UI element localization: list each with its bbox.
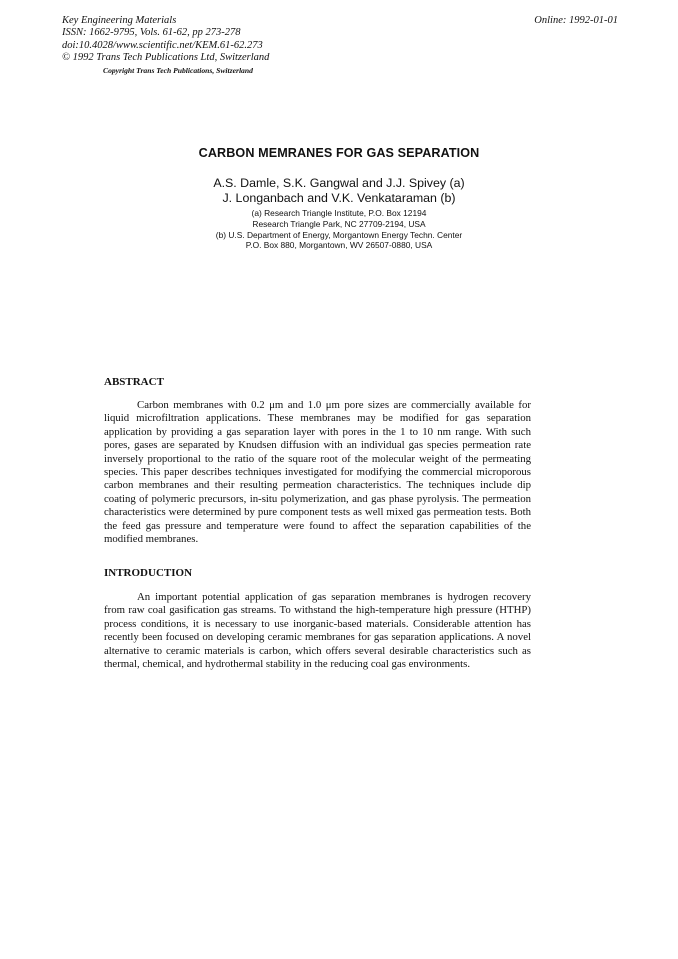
author-block: [0, 176, 678, 206]
paper-title: CARBON MEMRANES FOR GAS SEPARATION: [198, 146, 480, 160]
affiliation-line: Research Triangle Park, NC 27709-2194, USA: [252, 218, 426, 229]
introduction-text: An important potential application of gas separation membranes is hydrogen recovery from raw coal gasification gas streams. To withstand the high-temperature high pressure (HTHP) process conditions, it is necessary to use inorganic-based materials. Considerable attention has recently been focused on developing ceramic membranes for gas separation applications. A novel alternative to ceramic materials is carbon, which offers several desirable characteristics such as thermal, chemical, and hydrothermal stability in the reducing coal gas environments.: [104, 591, 531, 671]
introduction-heading: INTRODUCTION: [104, 567, 193, 579]
issn-line: ISSN: 1662-9795, Vols. 61-62, pp 273-278: [62, 27, 241, 39]
abstract-heading: ABSTRACT: [104, 376, 164, 388]
affiliation-line: (a) Research Triangle Institute, P.O. Box 12194: [251, 208, 427, 218]
author-line: J. Longanbach and V.K. Venkataraman (b): [222, 191, 456, 205]
affiliation-line: P.O. Box 880, Morgantown, WV 26507-0880, USA: [245, 240, 433, 251]
abstract-text: Carbon membranes with 0.2 μm and 1.0 μm pore sizes are commercially available for liquid microfiltration applications. These membranes may be modified for gas separation application by providing a gas separation layer with pores in the 1 to 10 nm range. With such pores, gases are separated by Knudsen diffusion with an individual gas species permeation rate inversely proportional to the ratio of the square root of the molecular weight of the permeating species. This paper describes techniques investigated for modifying the commercial microporous carbon membranes and their resulting permeation characteristics. The techniques include dip coating of polymeric precursors, in-situ polymerization, and gas phase pyrolysis. The permeation characteristics were determined by pure component tests as well mixed gas permeation tests. Both the feed gas pressure and temperature were found to affect the separation capabilities of the modified membranes.: [104, 399, 531, 546]
affiliation-line: (b) U.S. Department of Energy, Morgantown Energy Techn. Center: [215, 229, 463, 240]
copyright-line: © 1992 Trans Tech Publications Ltd, Switzerland: [62, 52, 270, 64]
author-line: A.S. Damle, S.K. Gangwal and J.J. Spivey (a): [213, 176, 465, 190]
affiliation-block: [0, 208, 678, 251]
online-date: Online: 1992-01-01: [534, 15, 618, 26]
journal-header: [62, 15, 269, 65]
copyright-notice: Copyright Trans Tech Publications, Switzerland: [103, 66, 253, 75]
journal-name: Key Engineering Materials: [62, 15, 177, 26]
doi-link[interactable]: doi:10.4028/www.scientific.net/KEM.61-62.273: [62, 39, 263, 51]
